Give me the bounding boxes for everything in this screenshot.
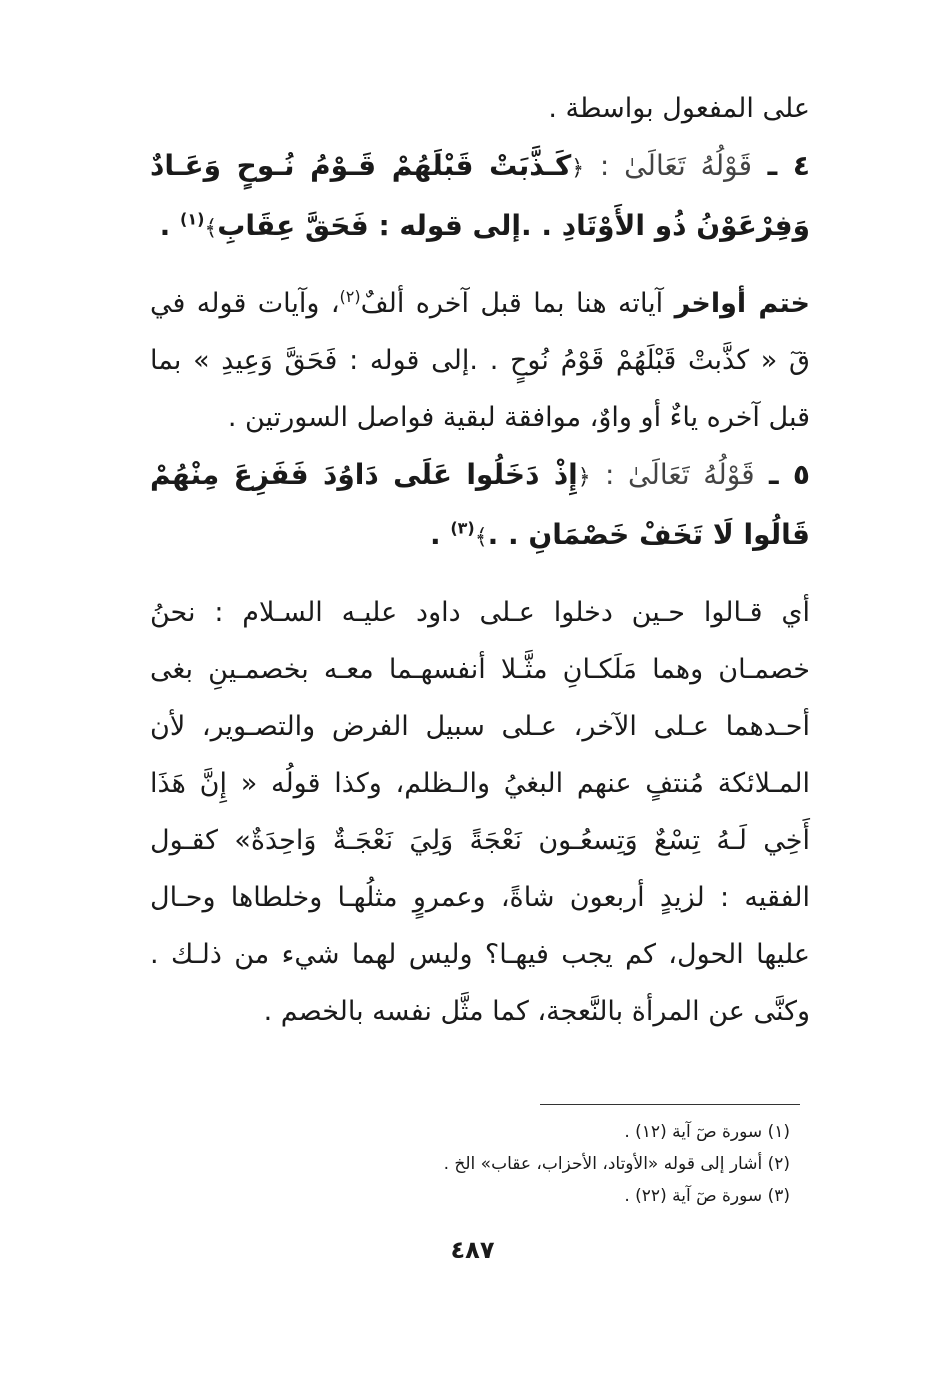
footnote-1: (١) سورة صٓ آية (١٢) .	[624, 1122, 790, 1142]
explanation-text-2: ، وآيات قوله في قٓ « كذَّبتْ قَبْلَهُمْ قَوْمُ نُوحٍ . .إلى قوله : فَحَقَّ وَعِيدِ » بما قبل آخره ياءٌ أو واوٌ، موافقة لبقية فواصل السورتين .	[150, 288, 810, 433]
paragraph-explanation-5	[150, 584, 810, 1040]
ornate-bracket-open-icon: ﴿	[577, 465, 591, 490]
section-number: ٥ ـ	[768, 458, 811, 491]
heading-end: .	[429, 518, 451, 551]
footnote-2: (٢) أشار إلى قوله «الأوتاد، الأحزاب، عقاب» الخ .	[443, 1154, 790, 1174]
quran-verse: إِذْ دَخَلُوا عَلَى دَاوُدَ فَفَزِعَ مِنْهُمْ قَالُوا لَا تَخَفْ خَصْمَانِ . .	[150, 458, 810, 551]
explanation-text: أي قـالوا حـين دخلوا عـلى داود عليـه السـلام : نحنُ خصمـان وهما مَلَكـانِ مثَّـلا أنفسهـما معـه بخصمـينِ بغى أحـدهما عـلى الآخر، عـلى سبيل الفرض والتصـوير، لأن المـلائكة مُنتفٍ عنهم البغيُ والـظلم، وكذا قولُه « إِنَّ هَذَا أَخِي لَـهُ تِسْعٌ وَتِسعُـون نَعْجَةً وَلِيَ نَعْجَـةٌ وَاحِدَةٌ» كقـول الفقيه : لزيدٍ أربعون شاةً، وعمروٍ مثلُهـا وخلطاها وحـال عليها الحول، كم يجب فيهـا؟ وليس لهما شيء من ذلـك . وكنَّى عن المرأة بالنَّعجة، كما مثَّل نفسه بالخصم .	[150, 597, 810, 1027]
paragraph-explanation-4	[150, 275, 810, 446]
page-body	[150, 80, 810, 1040]
ornate-bracket-open-icon: ﴿	[571, 156, 585, 181]
explanation-text-1: آياته هنا بما قبل آخره ألفٌ	[360, 288, 675, 319]
footnote-3: (٣) سورة صٓ آية (٢٢) .	[624, 1186, 790, 1206]
ornate-bracket-close-icon: ﴾	[204, 216, 218, 241]
paragraph-intro	[150, 80, 810, 137]
footnote-divider	[540, 1104, 800, 1105]
section-5-heading	[150, 446, 810, 566]
intro-text: على المفعول بواسطة .	[548, 93, 810, 124]
ornate-bracket-close-icon: ﴾	[474, 525, 488, 550]
footnotes	[150, 1116, 790, 1212]
quran-verse: كَـذَّبَتْ قَبْلَهُمْ قَـوْمُ نُـوحٍ وَعَـادٌ وَفِرْعَوْنُ ذُو الأَوْتَادِ . .إلى قوله : فَحَقَّ عِقَابِ	[150, 149, 810, 242]
qawluhu-taala-label: قَوْلُهُ تَعَالَىٰ :	[599, 149, 752, 182]
page-number: ٤٨٧	[450, 1236, 495, 1264]
qawluhu-taala-label: قَوْلُهُ تَعَالَىٰ :	[605, 458, 755, 491]
heading-end: .	[159, 209, 180, 242]
footnote-ref[interactable]: (١)	[180, 209, 205, 229]
section-4-heading	[150, 137, 810, 257]
section-number: ٤ ـ	[767, 149, 811, 182]
footnote-ref[interactable]: (٢)	[339, 287, 361, 306]
emphasis-word: ختم أواخر	[674, 288, 810, 319]
footnote-ref[interactable]: (٣)	[450, 518, 475, 538]
